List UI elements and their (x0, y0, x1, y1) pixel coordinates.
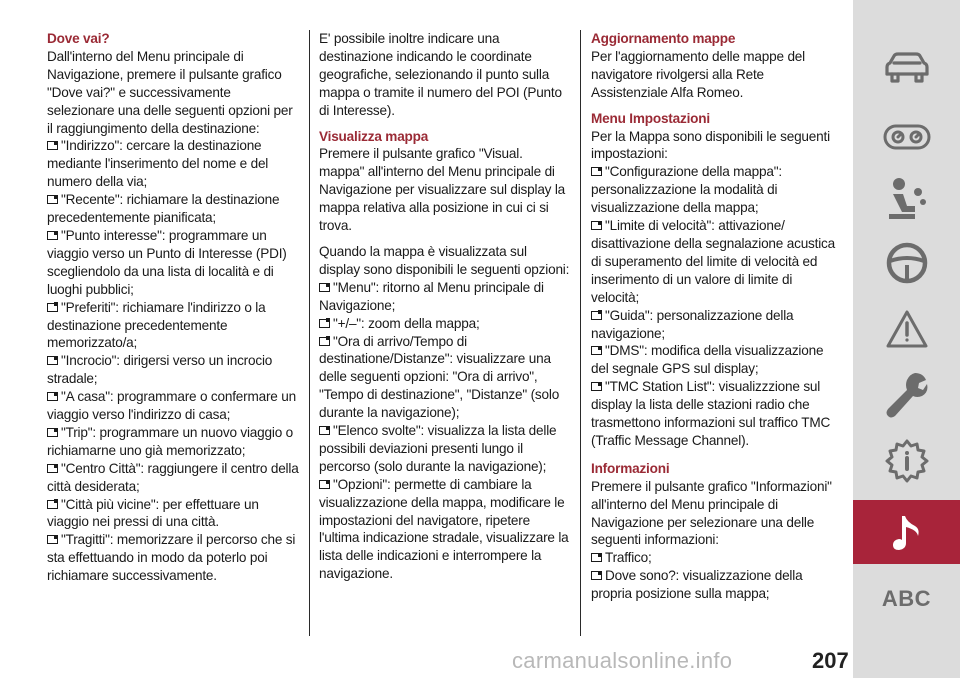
dashboard-gauges-icon[interactable] (853, 108, 960, 166)
bullet-text: "Città più vicine": per effettuare un viaggio nei pressi di una città. (47, 496, 259, 530)
bullet-text: "Recente": richiamare la destinazione precedentemente pianificata; (47, 192, 280, 226)
bullet-icon (591, 553, 602, 562)
bullet-text: "Limite di velocità": attivazione/ disattivazione della segnalazione acustica di superamento del limite di velocità ed inserimento di un valore di limite di velocità; (591, 218, 836, 305)
bullet-text: "A casa": programmare o confermare un viaggio verso l'indirizzo di casa; (47, 389, 296, 423)
bullet-icon (319, 319, 330, 328)
bullet-text: "TMC Station List": visualizzzione sul display la lista delle stazioni radio che trasmettono informazioni sul traffico TMC (Traffic Message Channel). (591, 379, 831, 448)
abc-index-label[interactable]: ABC (881, 586, 932, 611)
paragraph-aggiornamento: Per l'aggiornamento delle mappe del navigatore rivolgersi alla Rete Assistenziale Alfa Romeo. (591, 48, 805, 100)
bullet-item (319, 315, 571, 333)
bullet-icon (47, 464, 58, 473)
bullet-item (47, 191, 299, 227)
chapter-sidebar (853, 0, 960, 678)
column-1 (47, 30, 299, 585)
bullet-icon (47, 195, 58, 204)
bullet-icon (591, 221, 602, 230)
info-gear-icon[interactable] (853, 432, 960, 490)
bullet-list (591, 163, 843, 450)
column-divider (580, 30, 581, 636)
bullet-item (591, 307, 843, 343)
bullet-item (47, 388, 299, 424)
bullet-item (319, 333, 571, 423)
bullet-item (47, 137, 299, 191)
bullet-icon (47, 356, 58, 365)
bullet-text: "Configurazione della mappa": personalizzazione la modalità di visualizzazione della mappa; (591, 164, 782, 216)
bullet-item (47, 227, 299, 299)
bullet-list (47, 137, 299, 585)
heading-aggiornamento-mappe: Aggiornamento mappe (591, 31, 736, 46)
car-icon[interactable] (853, 40, 960, 98)
bullet-text: "Trip": programmare un nuovo viaggio o richiamarne uno già memorizzato; (47, 424, 294, 458)
bullet-item (591, 567, 843, 603)
bullet-text: "Indirizzo": cercare la destinazione mediante l'inserimento del nome e del numero della via; (47, 138, 269, 190)
bullet-text: "Ora di arrivo/Tempo di destinatione/Distanze": visualizzare una delle seguenti opzioni: "Ora di arrivo", "Tempo di destinazione", "Distanze" (solo durante la navigazione); (319, 333, 560, 421)
bullet-item (591, 378, 843, 450)
watermark: carmanualsonline.info (512, 648, 733, 673)
heading-visualizza-mappa: Visualizza mappa (319, 128, 429, 144)
bullet-item (591, 217, 843, 307)
bullet-icon (591, 382, 602, 391)
bullet-text: "Opzioni": permette di cambiare la visualizzazione della mappa, modificare le impostazioni del navigatore, ripetere l'ultima indicazione stradale, visualizzare la lista delle indicazioni e interrompere la navigazione. (319, 476, 569, 582)
heading-dove-vai: Dove vai? (47, 31, 110, 46)
seat-airbag-icon[interactable] (853, 170, 960, 228)
wrench-icon[interactable] (853, 366, 960, 424)
paragraph-visual-mappa: Premere il pulsante grafico "Visual. mappa" all'interno del Menu principale di Navigazione per visualizzare sul display la mappa relativa alla posizione in cui ci si trova. (319, 146, 566, 234)
bullet-text: "Tragitti": memorizzare il percorso che si sta effettuando in modo da poterlo poi richiamare successivamente. (47, 532, 296, 584)
bullet-item (319, 279, 571, 315)
bullet-list (591, 549, 843, 603)
bullet-text: "Elenco svolte": visualizza la lista delle possibili deviazioni presenti lungo il percorso (solo durante la navigazione); (319, 423, 557, 474)
bullet-icon (319, 480, 330, 489)
bullet-item (591, 163, 843, 217)
bullet-item (319, 422, 571, 476)
heading-menu-impostazioni: Menu Impostazioni (591, 110, 710, 126)
paragraph-intro: E' possibile inoltre indicare una destinazione indicando le coordinate geografiche, selezionando il punto sulla mappa o tramite il numero del POI (Punto di Interesse). (319, 31, 562, 118)
bullet-icon (319, 426, 330, 435)
bullet-icon (319, 283, 330, 292)
bullet-text: Traffico; (605, 550, 652, 566)
bullet-text: "Punto interesse": programmare un viaggio verso un Punto di Interesse (PDI) scegliendolo da una lista di località e di luoghi pubblici; (47, 227, 287, 297)
bullet-item (319, 476, 571, 583)
bullet-item (47, 424, 299, 460)
bullet-icon (47, 303, 58, 312)
bullet-text: "DMS": modifica della visualizzazione del segnale GPS sul display; (591, 343, 824, 377)
bullet-item (47, 352, 299, 388)
bullet-item (47, 496, 299, 532)
music-note-icon[interactable] (853, 500, 960, 564)
page-number: 207 (812, 648, 849, 673)
bullet-item (47, 460, 299, 496)
column-3 (591, 30, 843, 603)
bullet-icon (591, 311, 602, 320)
bullet-text: "Menu": ritorno al Menu principale di Navigazione; (319, 279, 544, 313)
bullet-text: "Preferiti": richiamare l'indirizzo o la destinazione precedentemente memorizzato/a; (47, 299, 266, 351)
heading-informazioni: Informazioni (591, 460, 670, 476)
bullet-item (591, 549, 843, 567)
bullet-icon (47, 141, 58, 150)
column-divider (309, 30, 310, 636)
bullet-list (319, 279, 571, 583)
bullet-item (47, 299, 299, 353)
bullet-icon (591, 571, 602, 580)
bullet-icon (591, 167, 602, 176)
bullet-icon (319, 337, 330, 346)
warning-triangle-icon[interactable] (853, 300, 960, 358)
bullet-text: "Guida": personalizzazione della navigazione; (591, 307, 794, 341)
bullet-icon (47, 231, 58, 240)
paragraph-impostazioni: Per la Mappa sono disponibili le seguenti impostazioni: (591, 128, 830, 162)
bullet-item (591, 342, 843, 378)
column-2 (319, 30, 571, 583)
paragraph-intro: Dall'interno del Menu principale di Navigazione, premere il pulsante grafico "Dove vai?" e successivamente selezionare una delle seguenti opzioni per il raggiungimento della destinazione: (47, 48, 293, 136)
bullet-item (47, 531, 299, 585)
bullet-icon (47, 392, 58, 401)
bullet-icon (591, 346, 602, 355)
bullet-icon (47, 428, 58, 437)
paragraph-informazioni: Premere il pulsante grafico "Informazioni" all'interno del Menu principale di Navigazione per selezionare una delle seguenti informazioni: (591, 478, 832, 548)
bullet-text: Dove sono?: visualizzazione della propria posizione sulla mappa; (591, 568, 803, 602)
bullet-icon (47, 500, 58, 509)
bullet-icon (47, 535, 58, 544)
bullet-text: "Incrocio": dirigersi verso un incrocio stradale; (47, 353, 273, 387)
bullet-text: "Centro Città": raggiungere il centro della città desiderata; (47, 460, 299, 494)
steering-wheel-icon[interactable] (853, 234, 960, 292)
bullet-text: "+/–": zoom della mappa; (333, 315, 480, 331)
paragraph-options: Quando la mappa è visualizzata sul display sono disponibili le seguenti opzioni: (319, 243, 570, 277)
